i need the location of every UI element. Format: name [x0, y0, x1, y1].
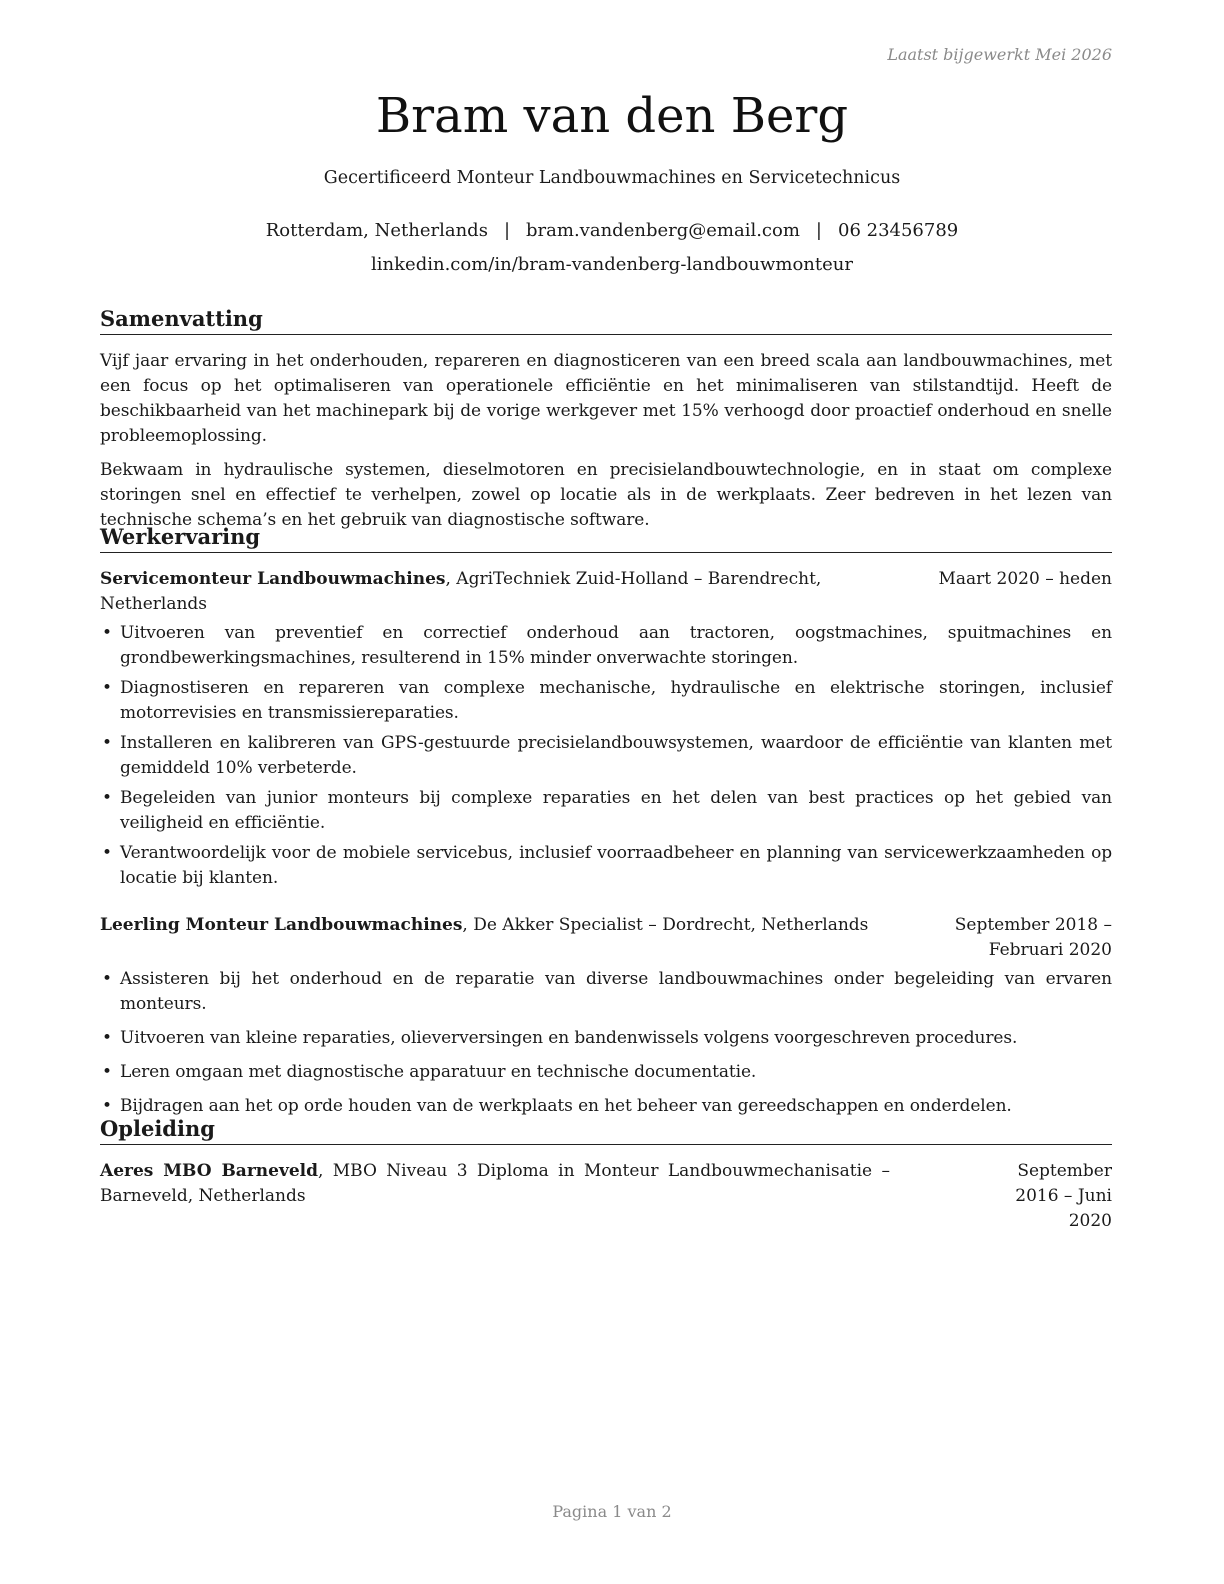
section-heading: Opleiding — [100, 1115, 1112, 1145]
job-title: Leerling Monteur Landbouwmachines — [100, 915, 463, 935]
list-item: • Diagnostiseren en repareren van complexe mechanische, hydraulische en elektrische storingen, inclusief motorrevisies en transmissiereparaties. — [102, 678, 1112, 723]
job-bullets — [100, 621, 1112, 891]
job-entry — [100, 567, 1112, 891]
contact-email[interactable]: bram.vandenberg@email.com — [526, 220, 800, 241]
list-item: • Uitvoeren van preventief en correctief onderhoud aan tractoren, oogstmachines, spuitmachines en grondbewerkingsmachines, resulterend in 15% minder onverwachte storingen. — [102, 623, 1112, 668]
candidate-name: Bram van den Berg — [375, 88, 849, 144]
school-name: Aeres MBO Barneveld — [100, 1161, 318, 1181]
contact-linkedin[interactable]: linkedin.com/in/bram-vandenberg-landbouwmonteur — [371, 254, 853, 275]
section-heading: Werkervaring — [100, 523, 1112, 553]
contact-separator: | — [503, 220, 511, 241]
contact-phone[interactable]: 06 23456789 — [838, 220, 959, 241]
job-title: Servicemonteur Landbouwmachines — [100, 569, 446, 589]
summary-paragraph: Vijf jaar ervaring in het onderhouden, repareren en diagnosticeren van een breed scala aan landbouwmachines, met een focus op het optimaliseren van operationele efficiëntie en het minimaliseren van stilstandtijd. Heeft de beschikbaarheid van het machinepark bij de vorige werkgever met 15% verhoogd door proactief onderhoud en snelle probleemoplossing. — [100, 351, 1112, 446]
experience-section — [100, 523, 1112, 1128]
job-bullets — [100, 967, 1112, 1119]
job-dates: September 2018 – Februari 2020 — [954, 915, 1112, 960]
list-item: • Installeren en kalibreren van GPS-gestuurde precisielandbouwsystemen, waardoor de efficiëntie van klanten met gemiddeld 10% verbeterde. — [102, 733, 1112, 778]
section-heading: Samenvatting — [100, 305, 1112, 335]
job-entry — [100, 913, 1112, 1119]
education-section — [100, 1115, 1112, 1234]
education-dates: September 2016 – Juni 2020 — [1015, 1161, 1112, 1231]
list-item: • Begeleiden van junior monteurs bij complexe reparaties en het delen van best practices op het gebied van veiligheid en efficiëntie. — [102, 788, 1112, 833]
summary-paragraph: Bekwaam in hydraulische systemen, dieselmotoren en precisielandbouwtechnologie, en in staat om complexe storingen snel en effectief te verhelpen, zowel op locatie als in de werkplaats. Zeer bedreven in het lezen van technische schema’s en het gebruik van diagnostische software. — [100, 460, 1112, 530]
job-employer: , AgriTechniek Zuid-Holland – Barendrecht, Netherlands — [100, 569, 822, 614]
contact-location: Rotterdam, Netherlands — [265, 220, 488, 241]
list-item: • Leren omgaan met diagnostische apparatuur en technische documentatie. — [102, 1062, 757, 1082]
job-header — [100, 913, 1112, 963]
candidate-subtitle: Gecertificeerd Monteur Landbouwmachines en Servicetechnicus — [323, 168, 901, 188]
job-header — [100, 567, 1112, 617]
list-item: • Bijdragen aan het op orde houden van de werkplaats en het beheer van gereedschappen en onderdelen. — [102, 1096, 1012, 1116]
list-item: • Uitvoeren van kleine reparaties, olieverversingen en bandenwissels volgens voorgeschreven procedures. — [102, 1028, 1018, 1048]
last-updated: Laatst bijgewerkt Mei 2026 — [887, 45, 1112, 64]
education-entry — [100, 1159, 1112, 1234]
contact-line — [0, 220, 1224, 241]
education-details: , MBO Niveau 3 Diploma in Monteur Landbouwmechanisatie – Barneveld, Netherlands — [100, 1161, 890, 1206]
job-dates: Maart 2020 – heden — [938, 569, 1112, 589]
summary-section — [100, 305, 1112, 542]
page-number: Pagina 1 van 2 — [552, 1502, 672, 1521]
list-item: • Assisteren bij het onderhoud en de reparatie van diverse landbouwmachines onder begeleiding van ervaren monteurs. — [102, 969, 1112, 1014]
list-item: • Verantwoordelijk voor de mobiele servicebus, inclusief voorraadbeheer en planning van servicewerkzaamheden op locatie bij klanten. — [102, 843, 1112, 888]
job-employer: , De Akker Specialist – Dordrecht, Netherlands — [462, 915, 869, 935]
contact-separator: | — [815, 220, 822, 241]
